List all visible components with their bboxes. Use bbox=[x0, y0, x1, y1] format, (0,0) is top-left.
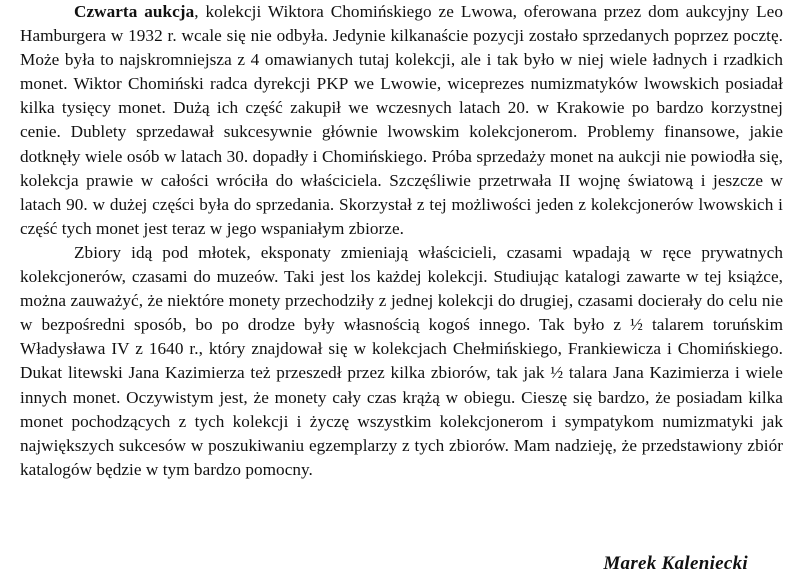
document-page bbox=[20, 0, 783, 482]
paragraph-fourth-auction bbox=[20, 0, 783, 241]
paragraph-lead: Czwarta aukcja bbox=[74, 2, 195, 21]
paragraph-body: Zbiory idą pod młotek, eksponaty zmieniają właścicieli, czasami wpadają w ręce prywatnych kolekcjonerów, czasami do muzeów. Taki jest los każdej kolekcji. Studiując katalogi zawarte w tej książce, można zauważyć, że niektóre monety przechodziły z jednej kolekcji do drugiej, czasami docierały do celu nie w bezpośredni sposób, bo po drodze były własnością kogoś innego. Tak było z ½ talarem toruńskim Władysława IV z 1640 r., który znajdował się w kolekcjach Chełmińskiego, Frankiewicza i Chomińskiego. Dukat litewski Jana Kazimierza też przeszedł przez kilka zbiorów, tak jak ½ talara Jana Kazimierza i wiele innych monet. Oczywistym jest, że monety cały czas krążą w obiegu. Cieszę się bardzo, że posiadam kilka monet pochodzących z tych kolekcji i życzę wszystkim kolekcjonerom i sympatykom numizmatyki jak największych sukcesów w poszukiwaniu egzemplarzy z tych zbiorów. Mam nadzieję, że przedstawiony zbiór katalogów będzie w tym bardzo pomocny. bbox=[20, 242, 783, 479]
paragraph-collections bbox=[20, 241, 783, 482]
paragraph-body: , kolekcji Wiktora Chomińskiego ze Lwowa, oferowana przez dom aukcyjny Leo Hamburgera w 1932 r. wcale się nie odbyła. Jedynie kilkanaście pozycji zostało sprzedanych poprzez pocztę. Może była to najskromniejsza z 4 omawianych tutaj kolekcji, ale i tak było w niej wiele ładnych i rzadkich monet. Wiktor Chomiński radca dyrekcji PKP we Lwowie, wiceprezes numizmatyków lwowskich posiadał kilka tysięcy monet. Dużą ich część zakupił we wczesnych latach 20. w Krakowie po bardzo korzystnej cenie. Dublety sprzedawał sukcesywnie głównie lwowskim kolekcjonerom. Problemy finansowe, jakie dotknęły wiele osób w latach 30. dopadły i Chomińskiego. Próba sprzedaży monet na aukcji nie powiodła się, kolekcja prawie w całości wróciła do właściciela. Szczęśliwie przetrwała II wojnę światową i jeszcze w latach 90. w dużej części była do sprzedania. Skorzystał z tej możliwości jeden z kolekcjonerów lwowskich i część tych monet jest teraz w jego wspaniałym zbiorze. bbox=[20, 2, 784, 238]
author-signature: Marek Kaleniecki bbox=[603, 553, 748, 574]
